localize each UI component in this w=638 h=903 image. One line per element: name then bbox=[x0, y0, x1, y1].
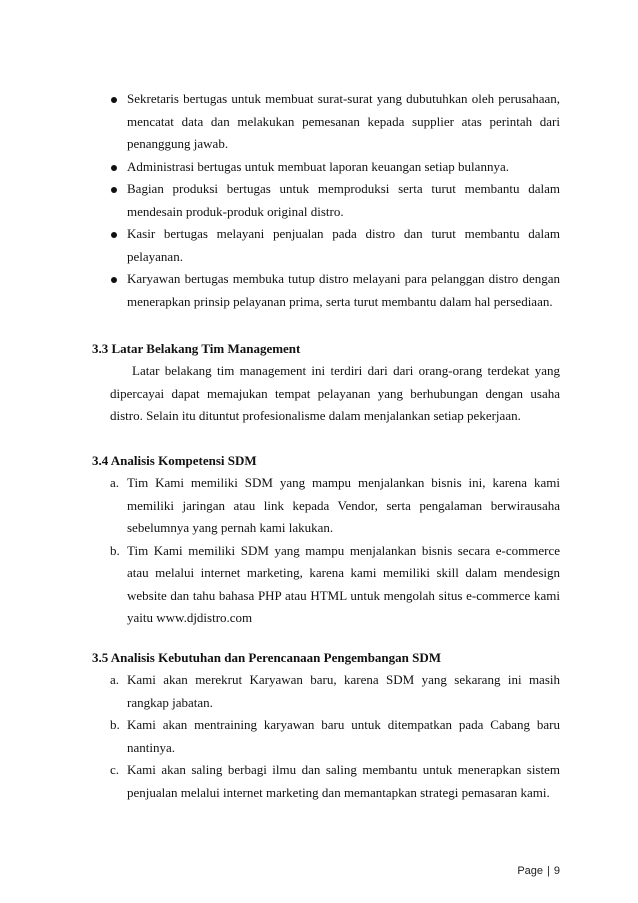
list-item bbox=[92, 540, 560, 630]
list-item-text: Kami akan merekrut Karyawan baru, karena SDM yang sekarang ini masih rangkap jabatan. bbox=[127, 672, 560, 710]
list-marker: a. bbox=[110, 475, 120, 490]
list-item bbox=[92, 156, 560, 179]
section-heading: 3.5 Analisis Kebutuhan dan Perencanaan Pengembangan SDM bbox=[92, 650, 442, 665]
list-item bbox=[92, 759, 560, 804]
list-item-text: Kasir bertugas melayani penjualan pada distro dan turut membantu dalam pelayanan. bbox=[127, 226, 560, 264]
list-item bbox=[92, 669, 560, 714]
section-3-4 bbox=[92, 450, 560, 630]
list-item-text: Kami akan saling berbagi ilmu dan saling membantu untuk menerapkan sistem penjualan melalui internet marketing dan memantapkan strategi pemasaran kami. bbox=[127, 762, 560, 800]
list-item bbox=[92, 88, 560, 156]
list-item bbox=[92, 223, 560, 268]
list-item bbox=[92, 472, 560, 540]
page-number: 9 bbox=[553, 865, 560, 877]
section-heading: 3.3 Latar Belakang Tim Management bbox=[92, 341, 301, 356]
list-item-text: Karyawan bertugas membuka tutup distro melayani para pelanggan distro dengan menerapkan prinsip pelayanan prima, serta turut membantu dalam hal persediaan. bbox=[127, 271, 560, 309]
section-3-3 bbox=[92, 338, 560, 428]
list-item-text: Administrasi bertugas untuk membuat laporan keuangan setiap bulannya. bbox=[127, 158, 509, 174]
list-item bbox=[92, 178, 560, 223]
list-item bbox=[92, 268, 560, 313]
list-marker: b. bbox=[110, 542, 120, 558]
bullet-icon bbox=[111, 97, 117, 103]
bullet-icon bbox=[111, 165, 117, 171]
bullet-icon bbox=[111, 232, 117, 238]
job-duties-list bbox=[92, 88, 560, 313]
section-3-5 bbox=[92, 647, 560, 804]
list-item-text: Tim Kami memiliki SDM yang mampu menjalankan bisnis secara e-commerce atau melalui internet marketing, karena kami memiliki skill dalam mendesign website dan tahu bahasa PHP atau HTML untuk mengolah situs e-commerce kami yaitu www.djdistro.com bbox=[127, 542, 560, 625]
list-item-text: Kami akan mentraining karyawan baru untuk ditempatkan pada Cabang baru nantinya. bbox=[127, 717, 560, 755]
list-marker: a. bbox=[110, 672, 120, 687]
list-item-text: Bagian produksi bertugas untuk memproduksi serta turut membantu dalam mendesain produk-produk original distro. bbox=[127, 181, 560, 219]
bullet-icon bbox=[111, 277, 117, 283]
page-footer bbox=[517, 865, 560, 877]
bullet-icon bbox=[111, 187, 117, 193]
list-item-text: Tim Kami memiliki SDM yang mampu menjalankan bisnis ini, karena kami memiliki jaringan atau link kepada Vendor, serta pengalaman berwirausaha sebelumnya yang pernah kami lakukan. bbox=[127, 475, 560, 535]
page-separator: | bbox=[547, 865, 550, 877]
section-paragraph: Latar belakang tim management ini terdiri dari dari orang-orang terdekat yang dipercayai dapat memajukan tempat pelayanan yang berhubungan dengan usaha distro. Selain itu dituntut profesionalisme dalam menjalankan setiap pekerjaan. bbox=[110, 363, 560, 423]
list-item-text: Sekretaris bertugas untuk membuat surat-surat yang dubutuhkan oleh perusahaan, mencatat data dan melakukan pemesanan kepada supplier atas perintah dari penanggung jawab. bbox=[127, 91, 560, 151]
list-item bbox=[92, 714, 560, 759]
list-marker: c. bbox=[110, 762, 120, 777]
list-marker: b. bbox=[110, 717, 120, 732]
section-heading: 3.4 Analisis Kompetensi SDM bbox=[92, 453, 257, 468]
page-label: Page bbox=[517, 865, 544, 877]
